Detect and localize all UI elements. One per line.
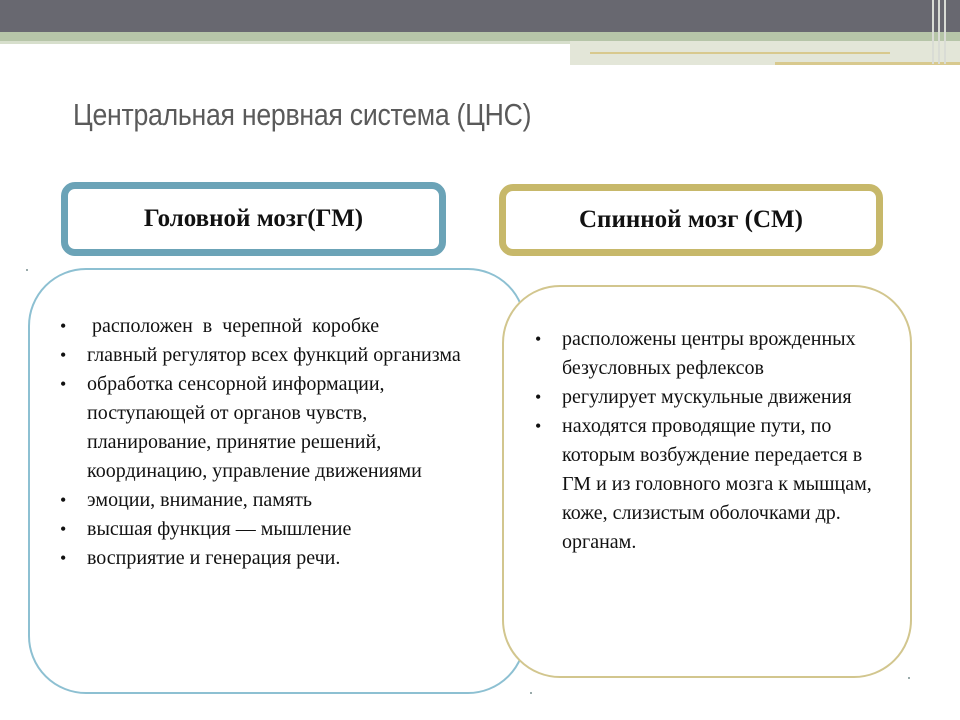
brain-function-list (60, 312, 480, 573)
spinal-cord-function-list (535, 325, 875, 557)
decorative-dot (530, 692, 532, 694)
page-title: Центральная нервная система (ЦНС) (73, 97, 532, 132)
brain-heading-box (61, 182, 446, 256)
list-item: • главный регулятор всех функций организма (60, 341, 480, 370)
decorative-dot (26, 269, 28, 271)
header-bar (0, 0, 960, 32)
list-item: • обработка сенсорной информации, поступающей от органов чувств, планирование, принятие решений, координацию, управление движениями (60, 370, 480, 486)
list-item: • расположен в черепной коробке (60, 312, 480, 341)
list-item: • регулирует мускульные движения (535, 383, 875, 412)
decorative-dot (908, 677, 910, 679)
header-stripe (0, 41, 570, 44)
list-item: • расположены центры врожденных безусловных рефлексов (535, 325, 875, 383)
list-item: • находятся проводящие пути, по которым возбуждение передается в ГМ и из головного мозга к мышцам, коже, слизистым оболочками др. органам. (535, 412, 875, 557)
header-stripe (590, 52, 890, 54)
spinal-cord-heading: Спинной мозг (СМ) (579, 206, 803, 233)
list-item: • эмоции, внимание, память (60, 486, 480, 515)
list-item: • высшая функция — мышление (60, 515, 480, 544)
header-stripe (0, 32, 960, 41)
header-decoration-lines (928, 0, 946, 64)
brain-heading: Головной мозг(ГМ) (143, 205, 364, 232)
list-item: • восприятие и генерация речи. (60, 544, 480, 573)
spinal-cord-heading-box (499, 184, 883, 256)
